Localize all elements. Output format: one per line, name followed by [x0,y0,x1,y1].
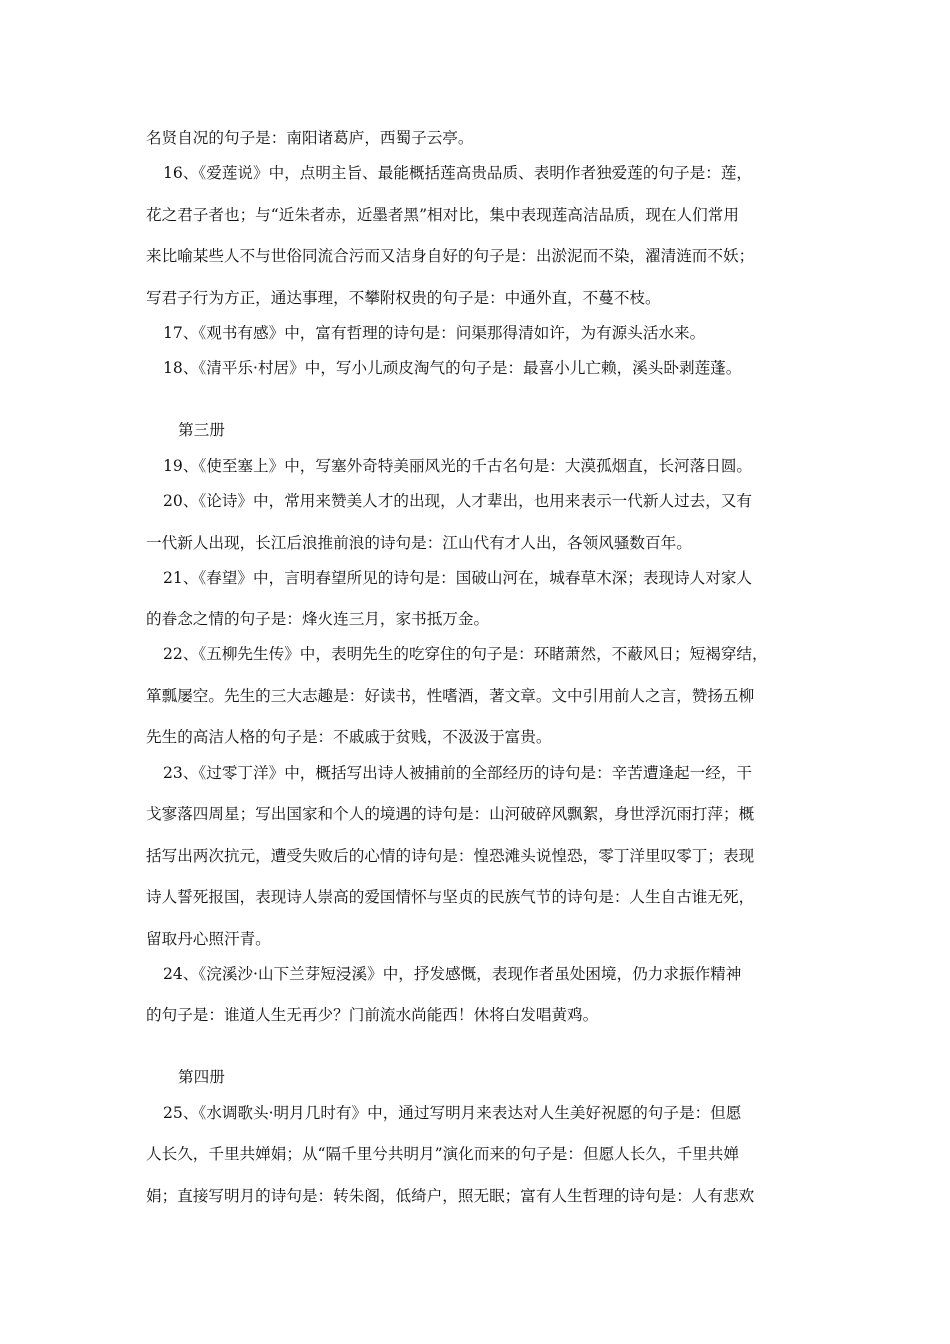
text-line: 的眷念之情的句子是：烽火连三月，家书抵万金。 [146,610,490,628]
text-line: 人长久，千里共婵娟；从“隔千里兮共明月”演化而来的句子是：但愿人长久，千里共婵 [146,1145,739,1163]
item-17: 17、《观书有感》中，富有哲理的诗句是：问渠那得清如许，为有源头活水来。 [163,324,706,342]
item-24: 24、《浣溪沙·山下兰芽短浸溪》中，抒发感慨，表现作者虽处困境，仍力求振作精神 [163,965,742,983]
text-line: 戈寥落四周星；写出国家和个人的境遇的诗句是：山河破碎风飘絮，身世浮沉雨打萍；概 [146,805,755,823]
item-20: 20、《论诗》中，常用来赞美人才的出现，人才辈出，也用来表示一代新人过去，又有 [163,492,753,510]
text-line: 名贤自况的句子是：南阳诸葛庐，西蜀子云亭。 [146,129,474,147]
text-line: 括写出两次抗元，遭受失败后的心情的诗句是：惶恐滩头说惶恐，零丁洋里叹零丁；表现 [146,847,755,865]
item-19: 19、《使至塞上》中，写塞外奇特美丽风光的千古名句是：大漠孤烟直，长河落日圆。 [163,457,753,475]
item-25: 25、《水调歌头·明月几时有》中，通过写明月来表达对人生美好祝愿的句子是：但愿 [163,1104,742,1122]
text-line: 花之君子者也；与“近朱者赤，近墨者黑”相对比，集中表现莲高洁品质，现在人们常用 [146,206,739,224]
item-21: 21、《春望》中，言明春望所见的诗句是：国破山河在，城春草木深；表现诗人对家人 [163,569,753,587]
item-18: 18、《清平乐·村居》中，写小儿顽皮淘气的句子是：最喜小儿亡赖，溪头卧剥莲蓬。 [163,359,742,377]
text-line: 的句子是：谁道人生无再少？门前流水尚能西！休将白发唱黄鸡。 [146,1006,599,1024]
section-heading-volume-3: 第三册 [178,421,225,439]
item-23: 23、《过零丁洋》中，概括写出诗人被捕前的全部经历的诗句是：辛苦遭逢起一经，干 [163,764,753,782]
text-line: 先生的高洁人格的句子是：不戚戚于贫贱，不汲汲于富贵。 [146,728,552,746]
section-heading-volume-4: 第四册 [178,1068,225,1086]
text-line: 留取丹心照汗青。 [146,930,271,948]
text-line: 娟；直接写明月的诗句是：转朱阁，低绮户，照无眠；富有人生哲理的诗句是：人有悲欢 [146,1187,755,1205]
item-16: 16、《爱莲说》中，点明主旨、最能概括莲高贵品质、表明作者独爱莲的句子是：莲， [163,164,753,182]
text-line: 一代新人出现，长江后浪推前浪的诗句是：江山代有才人出，各领风骚数百年。 [146,534,692,552]
text-line: 箪瓢屡空。先生的三大志趣是：好读书，性嗜酒，著文章。文中引用前人之言，赞扬五柳 [146,687,755,705]
item-22: 22、《五柳先生传》中，表明先生的吃穿住的句子是：环睹萧然，不蔽风日；短褐穿结， [163,645,768,663]
text-line: 来比喻某些人不与世俗同流合污而又洁身自好的句子是：出淤泥而不染，濯清涟而不妖； [146,247,755,265]
text-line: 写君子行为方正，通达事理，不攀附权贵的句子是：中通外直，不蔓不枝。 [146,289,661,307]
text-line: 诗人誓死报国，表现诗人崇高的爱国情怀与坚贞的民族气节的诗句是：人生自古谁无死， [146,888,755,906]
